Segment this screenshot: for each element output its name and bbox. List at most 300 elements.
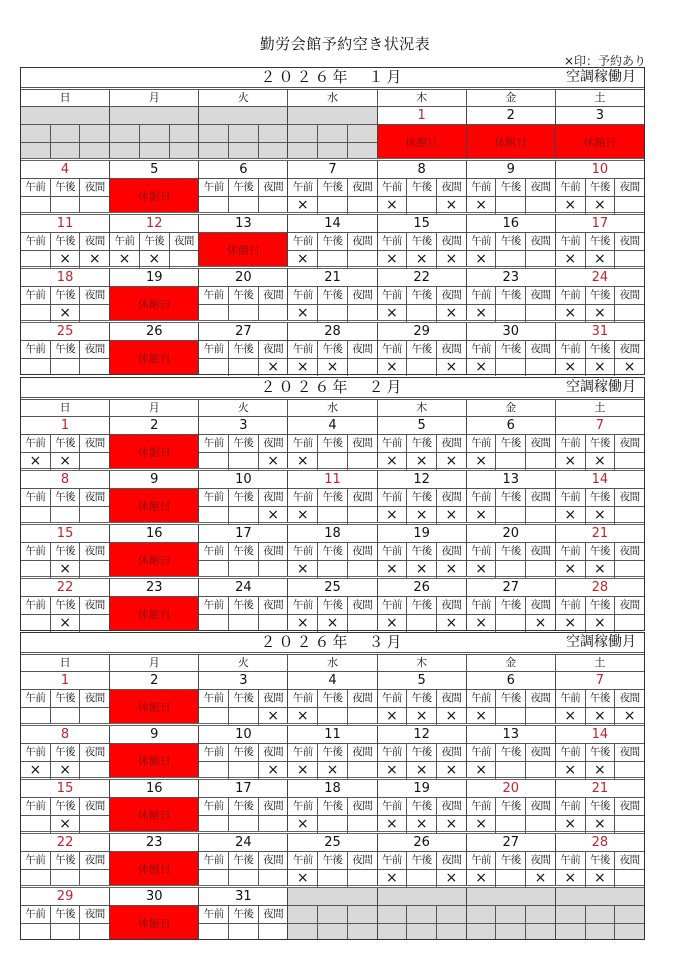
booking-slot <box>199 615 229 630</box>
slot-label: 午後 <box>318 287 348 304</box>
booking-slot: × <box>445 708 458 724</box>
booking-slot <box>496 561 526 578</box>
booking-slot <box>229 453 259 470</box>
date-number: 28 <box>556 579 644 597</box>
date-number: 16 <box>110 525 198 543</box>
slot-label-row <box>556 233 644 251</box>
booking-slot <box>21 924 51 939</box>
booking-mark-row <box>467 615 555 632</box>
booking-slot <box>615 762 644 779</box>
booking-slot <box>496 197 526 214</box>
month-header <box>21 378 644 400</box>
slot-label: 夜間 <box>263 545 284 557</box>
booking-slot: × <box>556 816 586 833</box>
slot-label-row <box>556 341 644 359</box>
week-row <box>21 525 644 579</box>
booking-mark-row <box>467 507 555 524</box>
slot-label: 夜間 <box>530 545 551 557</box>
empty-date <box>467 888 555 906</box>
booking-slot: × <box>267 453 279 469</box>
slot-label: 夜間 <box>530 181 551 193</box>
slot-label: 午後 <box>229 690 259 707</box>
booking-slot <box>80 561 109 578</box>
day-cell <box>378 471 467 522</box>
slot-label: 夜間 <box>530 491 551 503</box>
day-cell <box>378 579 467 630</box>
closed-day-block: 休館日 <box>110 798 198 831</box>
slot-label: 午前 <box>110 233 140 250</box>
booking-mark-row <box>556 359 644 376</box>
slot-label: 午後 <box>407 489 437 506</box>
closed-day-block: 休館日 <box>199 233 287 266</box>
slot-label: 午前 <box>199 287 229 304</box>
booking-mark-row <box>288 615 376 632</box>
slot-label: 夜間 <box>263 181 284 193</box>
date-number: 2 <box>110 417 198 435</box>
booking-mark-row <box>21 561 109 578</box>
weekday-label: 火 <box>199 655 288 671</box>
empty-slot <box>318 906 348 923</box>
booking-slot: × <box>378 507 408 524</box>
booking-slot: × <box>534 615 547 631</box>
slot-label: 午後 <box>318 179 348 196</box>
empty-slot <box>437 924 466 939</box>
slot-label: 午前 <box>378 744 408 761</box>
slot-label-row <box>21 179 109 197</box>
empty-day-cell <box>199 107 288 158</box>
weekday-header-row <box>21 90 644 107</box>
month-header <box>21 633 644 655</box>
slot-label-row <box>199 744 287 762</box>
booking-slot: × <box>378 197 408 214</box>
booking-slot <box>348 615 377 632</box>
date-number: 31 <box>556 323 644 341</box>
booking-slot: × <box>445 870 458 886</box>
booking-mark-row <box>199 870 287 885</box>
slot-label: 午前 <box>556 690 586 707</box>
slot-label: 午前 <box>288 543 318 560</box>
date-number: 5 <box>378 417 466 435</box>
week-row <box>21 579 644 630</box>
closed-day-block: 休館日 <box>110 179 198 212</box>
slot-label: 午前 <box>556 233 586 250</box>
slot-label-row <box>288 233 376 251</box>
booking-slot <box>80 615 109 632</box>
slot-label-row <box>467 287 555 305</box>
month-table <box>20 377 645 631</box>
booking-slot <box>51 507 81 522</box>
slot-label: 夜間 <box>84 437 105 449</box>
slot-label: 午後 <box>51 341 81 358</box>
booking-slot <box>348 251 377 268</box>
date-number: 13 <box>199 215 287 233</box>
booking-slot: × <box>267 507 279 523</box>
empty-slot <box>586 924 616 939</box>
slot-label: 午後 <box>407 690 437 707</box>
slot-label-row <box>288 489 376 507</box>
date-number: 19 <box>110 269 198 287</box>
empty-slot <box>140 143 170 158</box>
booking-slot <box>21 251 51 268</box>
slot-label: 午後 <box>586 287 616 304</box>
date-number: 18 <box>288 525 376 543</box>
booking-slot <box>496 305 526 322</box>
booking-slot <box>407 359 437 376</box>
booking-mark-row <box>199 507 287 524</box>
empty-slot <box>556 924 586 939</box>
slot-label: 午後 <box>496 744 526 761</box>
slot-label: 夜間 <box>530 599 551 611</box>
empty-slot <box>80 143 109 158</box>
booking-slot <box>526 816 555 833</box>
slot-label: 午後 <box>318 435 348 452</box>
slot-label: 午後 <box>318 233 348 250</box>
empty-slot <box>526 924 555 939</box>
day-cell <box>199 579 288 630</box>
date-number: 16 <box>110 780 198 798</box>
booking-slot: × <box>556 870 586 887</box>
booking-slot <box>259 816 288 831</box>
slot-label-row <box>288 435 376 453</box>
booking-slot: × <box>51 615 81 632</box>
empty-slot <box>51 125 81 142</box>
booking-slot: × <box>318 359 348 376</box>
slot-label: 午前 <box>21 233 51 250</box>
empty-slot <box>348 906 377 923</box>
day-cell <box>467 726 556 777</box>
weekday-label: 水 <box>288 655 377 671</box>
booking-slot <box>348 561 377 578</box>
week-row <box>21 269 644 323</box>
slot-label: 午後 <box>51 690 81 707</box>
day-cell <box>556 323 644 374</box>
weekday-label: 金 <box>467 655 556 671</box>
slot-label: 夜間 <box>263 599 284 611</box>
slot-label-row <box>21 690 109 708</box>
booking-mark-row <box>556 507 644 524</box>
booking-slot: × <box>586 359 616 376</box>
slot-label-row <box>467 597 555 615</box>
closed-day-block: 休館日 <box>467 125 555 158</box>
slot-label-row <box>467 341 555 359</box>
booking-slot: × <box>288 816 318 833</box>
slot-label-row <box>21 543 109 561</box>
booking-slot: × <box>586 197 616 214</box>
day-cell <box>378 726 467 777</box>
booking-slot <box>615 305 644 322</box>
week-row <box>21 726 644 780</box>
slot-label: 午前 <box>199 690 229 707</box>
date-number: 3 <box>199 417 287 435</box>
slot-label: 夜間 <box>352 491 373 503</box>
booking-slot <box>348 507 377 524</box>
booking-slot <box>199 507 229 524</box>
date-number: 20 <box>467 525 555 543</box>
day-cell <box>288 780 377 831</box>
slot-label: 午後 <box>51 179 81 196</box>
slot-label: 午後 <box>229 906 259 923</box>
day-cell <box>378 672 467 723</box>
day-cell <box>288 323 377 374</box>
slot-label: 夜間 <box>619 800 640 812</box>
closed-day-block: 休館日 <box>110 852 198 885</box>
booking-slot: × <box>467 561 497 578</box>
slot-label: 午前 <box>556 489 586 506</box>
slot-label-row <box>467 798 555 816</box>
slot-label: 夜間 <box>263 491 284 503</box>
empty-slot <box>170 125 199 142</box>
date-number: 25 <box>21 323 109 341</box>
empty-slot <box>407 906 437 923</box>
booking-slot <box>80 762 109 779</box>
slot-label: 夜間 <box>530 437 551 449</box>
slot-label: 夜間 <box>619 599 640 611</box>
booking-mark-row <box>378 507 466 524</box>
day-cell <box>467 215 556 266</box>
slot-label: 午前 <box>199 341 229 358</box>
booking-slot <box>496 762 526 779</box>
booking-slot <box>229 359 259 376</box>
slot-label-row <box>21 341 109 359</box>
slot-label-row <box>199 179 287 197</box>
slot-label-row <box>288 543 376 561</box>
booking-mark-row <box>556 453 644 470</box>
slot-label: 夜間 <box>619 181 640 193</box>
slot-label: 午前 <box>199 543 229 560</box>
slot-label: 午前 <box>21 744 51 761</box>
day-cell <box>199 888 288 939</box>
slot-label-row <box>467 543 555 561</box>
slot-label: 午後 <box>51 852 81 869</box>
booking-slot <box>80 197 109 212</box>
slot-label: 夜間 <box>352 854 373 866</box>
date-number: 1 <box>21 417 109 435</box>
booking-slot <box>199 924 229 939</box>
slot-label: 午前 <box>199 744 229 761</box>
date-number: 29 <box>21 888 109 906</box>
slot-label: 午後 <box>586 233 616 250</box>
slot-label: 午前 <box>556 798 586 815</box>
booking-slot <box>318 507 348 524</box>
booking-slot <box>318 251 348 268</box>
booking-slot <box>526 708 555 725</box>
booking-slot <box>348 762 377 779</box>
month-heading: ２０２６年 １月 <box>260 68 405 86</box>
empty-slot <box>259 143 288 158</box>
booking-mark-row <box>467 359 555 376</box>
empty-slot <box>199 125 229 142</box>
day-cell <box>378 323 467 374</box>
booking-mark-row <box>21 507 109 522</box>
booking-mark-row <box>288 708 376 725</box>
empty-slot <box>556 906 586 923</box>
date-number: 24 <box>199 579 287 597</box>
booking-slot <box>526 453 555 470</box>
day-cell <box>199 161 288 212</box>
slot-label: 午前 <box>378 233 408 250</box>
booking-slot: × <box>407 453 437 470</box>
slot-label: 午後 <box>407 435 437 452</box>
day-cell <box>110 726 199 777</box>
booking-slot: × <box>378 762 408 779</box>
booking-slot: × <box>288 762 318 779</box>
booking-slot: × <box>378 359 408 376</box>
booking-slot <box>259 305 288 320</box>
slot-label: 午前 <box>199 179 229 196</box>
slot-label: 夜間 <box>352 437 373 449</box>
slot-label: 午後 <box>318 341 348 358</box>
booking-slot <box>318 708 348 725</box>
slot-label: 午前 <box>288 179 318 196</box>
slot-label: 午後 <box>229 435 259 452</box>
day-cell <box>467 672 556 723</box>
slot-label-row <box>288 852 376 870</box>
slot-label: 午前 <box>467 489 497 506</box>
booking-slot: × <box>445 197 458 213</box>
slot-label-row <box>467 179 555 197</box>
slot-label: 夜間 <box>84 746 105 758</box>
date-number: 15 <box>21 780 109 798</box>
date-number: 14 <box>288 215 376 233</box>
booking-slot <box>229 615 259 630</box>
booking-mark-row <box>378 453 466 470</box>
slot-label-row <box>288 341 376 359</box>
date-number: 13 <box>467 471 555 489</box>
day-cell <box>288 834 377 885</box>
booking-slot <box>229 870 259 885</box>
booking-slot <box>259 924 288 939</box>
slot-label: 午後 <box>229 852 259 869</box>
day-cell <box>378 215 467 266</box>
slot-label-row <box>199 906 287 924</box>
slot-label: 夜間 <box>84 599 105 611</box>
slot-label: 夜間 <box>352 800 373 812</box>
slot-label: 午前 <box>21 690 51 707</box>
slot-label: 午後 <box>51 744 81 761</box>
day-cell <box>288 579 377 630</box>
slot-label: 午前 <box>556 543 586 560</box>
closed-day-block: 休館日 <box>110 906 198 939</box>
weekday-label: 日 <box>21 655 110 671</box>
booking-slot <box>318 816 348 833</box>
day-cell <box>199 323 288 374</box>
booking-slot <box>199 816 229 831</box>
weekday-label: 日 <box>21 400 110 416</box>
booking-slot: × <box>288 197 318 214</box>
date-number: 12 <box>378 726 466 744</box>
booking-mark-row <box>288 816 376 833</box>
booking-slot <box>229 507 259 524</box>
booking-slot: × <box>407 561 437 578</box>
day-cell <box>467 525 556 576</box>
slot-label: 夜間 <box>84 854 105 866</box>
booking-slot <box>407 615 437 632</box>
booking-slot <box>496 251 526 268</box>
booking-slot: × <box>467 870 497 887</box>
empty-slot <box>318 143 348 158</box>
booking-slot <box>51 870 81 885</box>
slot-label: 午後 <box>407 233 437 250</box>
month-heading: ２０２６年 ３月 <box>260 633 405 651</box>
day-cell <box>110 161 199 212</box>
empty-slot <box>437 906 466 923</box>
empty-slot <box>348 143 377 158</box>
slot-label: 午後 <box>496 543 526 560</box>
day-cell <box>199 525 288 576</box>
date-number: 5 <box>110 161 198 179</box>
slot-label-row <box>288 744 376 762</box>
date-number: 6 <box>467 417 555 435</box>
booking-mark-row <box>199 453 287 470</box>
slot-label: 午前 <box>199 906 229 923</box>
day-cell <box>378 107 467 158</box>
booking-mark-row <box>199 561 287 576</box>
booking-slot <box>318 453 348 470</box>
slot-label-row <box>21 435 109 453</box>
slot-label: 午後 <box>229 744 259 761</box>
date-number: 20 <box>467 780 555 798</box>
booking-slot: × <box>51 305 81 322</box>
booking-slot: × <box>586 507 616 524</box>
day-cell <box>467 471 556 522</box>
empty-day-cell <box>288 888 377 939</box>
day-cell <box>378 161 467 212</box>
booking-slot: × <box>445 251 458 267</box>
slot-label: 夜間 <box>441 235 462 247</box>
day-cell <box>21 672 110 723</box>
slot-label: 夜間 <box>352 599 373 611</box>
date-number: 19 <box>378 525 466 543</box>
slot-label: 午前 <box>288 744 318 761</box>
slot-label: 夜間 <box>84 289 105 301</box>
slot-label: 夜間 <box>441 800 462 812</box>
slot-label: 夜間 <box>352 746 373 758</box>
booking-slot: × <box>318 762 348 779</box>
booking-slot <box>348 708 377 725</box>
slot-label: 午後 <box>229 543 259 560</box>
slot-label-row <box>288 179 376 197</box>
date-number: 7 <box>288 161 376 179</box>
slot-label: 午前 <box>556 179 586 196</box>
booking-slot <box>496 453 526 470</box>
date-number: 10 <box>556 161 644 179</box>
slot-label: 午前 <box>21 597 51 614</box>
booking-slot <box>615 197 644 214</box>
date-number: 7 <box>556 672 644 690</box>
slot-label: 午前 <box>288 233 318 250</box>
date-number: 3 <box>556 107 644 125</box>
day-cell <box>199 215 288 266</box>
date-number: 26 <box>110 323 198 341</box>
slot-label: 午後 <box>318 597 348 614</box>
booking-mark-row <box>378 197 466 214</box>
booking-mark-row <box>467 708 555 725</box>
booking-slot: × <box>556 561 586 578</box>
date-number: 13 <box>467 726 555 744</box>
slot-label: 午前 <box>378 690 408 707</box>
date-number: 16 <box>467 215 555 233</box>
day-cell <box>199 834 288 885</box>
booking-slot <box>51 197 81 212</box>
slot-label: 夜間 <box>619 437 640 449</box>
slot-label: 午後 <box>318 543 348 560</box>
date-number: 9 <box>467 161 555 179</box>
slot-label: 夜間 <box>263 692 284 704</box>
booking-mark-row <box>556 305 644 322</box>
slot-label: 午後 <box>496 287 526 304</box>
weekday-label: 月 <box>110 655 199 671</box>
booking-slot <box>199 561 229 576</box>
